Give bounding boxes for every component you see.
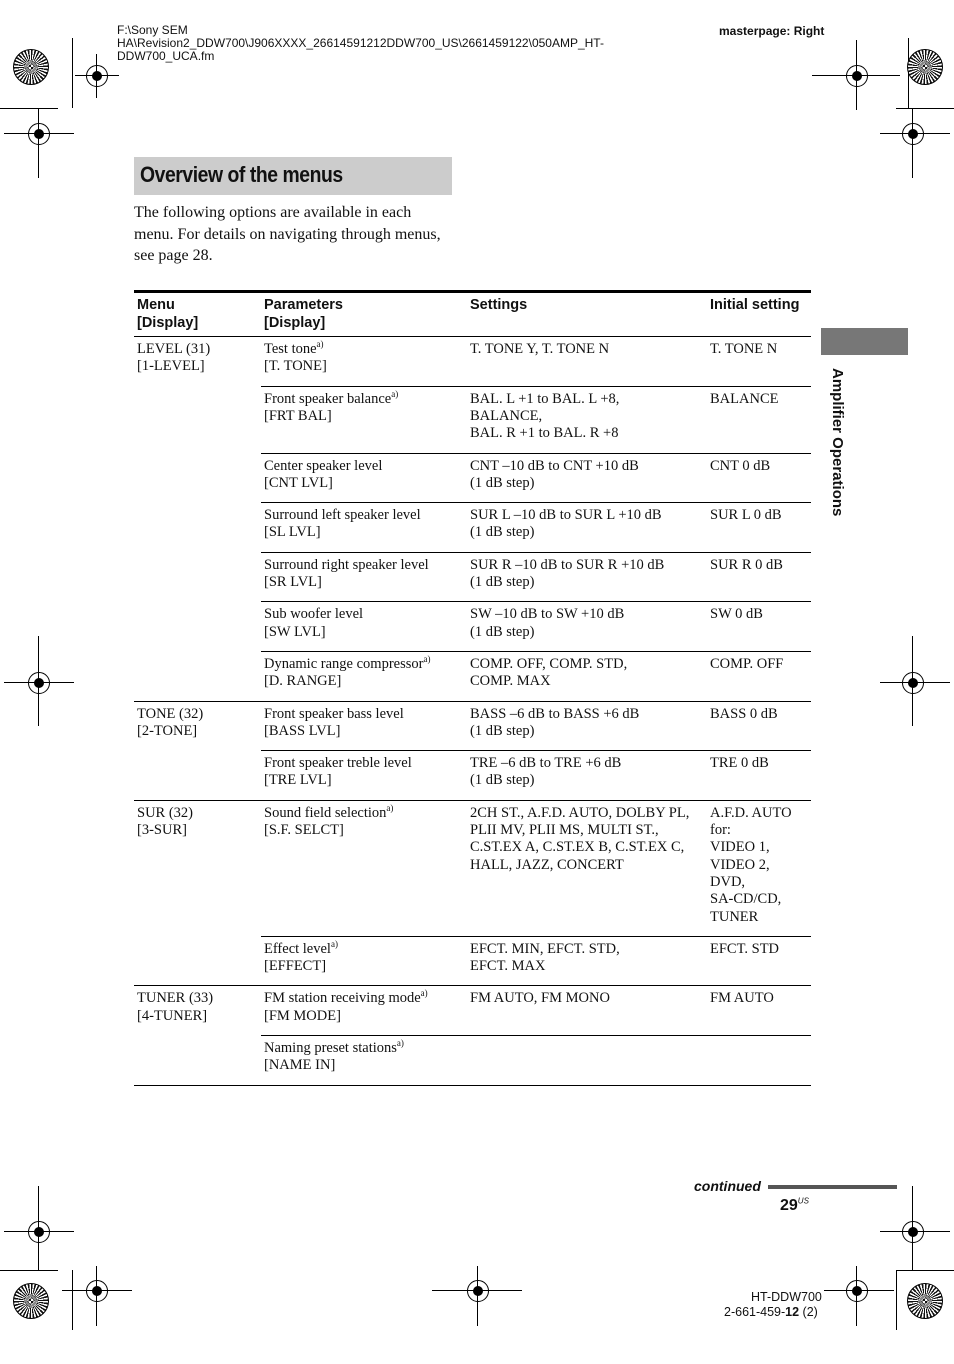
initial-setting-value: A.F.D. AUTO (710, 804, 792, 821)
parameter-name (264, 990, 428, 1007)
row-rule (261, 651, 811, 652)
setting-value: BALANCE, (470, 407, 543, 424)
footnote-marker: a) (386, 802, 394, 813)
setting-value: T. TONE Y, T. TONE N (470, 341, 610, 357)
parameter-display: [SR LVL] (264, 574, 322, 590)
color-wheel-icon (907, 49, 943, 85)
setting-value: BAL. R +1 to BAL. R +8 (470, 425, 619, 442)
setting-value: (1 dB step) (470, 474, 535, 491)
header-settings: Settings (470, 297, 528, 313)
parameter-name (264, 938, 338, 958)
parameter-label: Naming preset stations (264, 1040, 397, 1056)
continued-label: continued (694, 1178, 761, 1194)
initial-setting-value: T. TONE N (710, 341, 778, 357)
side-tab-label: Amplifier Operations (829, 368, 846, 517)
section-title: Overview of the menus (140, 162, 343, 187)
group-rule (134, 985, 811, 986)
initial-setting-value: TUNER (710, 908, 759, 925)
row-rule (261, 750, 811, 751)
footnote-marker: a) (420, 988, 428, 999)
initial-setting-value: SW 0 dB (710, 606, 763, 623)
setting-value: EFCT. MAX (470, 958, 546, 975)
parameter-name (264, 341, 324, 358)
setting-value: PLII MV, PLII MS, MULTI ST., (470, 822, 659, 838)
header-rule (134, 336, 811, 337)
initial-setting-value: DVD, (710, 873, 746, 890)
footnote-marker: a) (391, 388, 399, 399)
color-wheel-icon (13, 1283, 49, 1319)
parameter-label: Sub woofer level (264, 606, 364, 623)
parameter-label: FM station receiving mode (264, 990, 421, 1007)
setting-value: (1 dB step) (470, 524, 535, 541)
setting-value: FM AUTO, FM MONO (470, 990, 610, 1007)
continued-bar (768, 1185, 897, 1189)
side-tab-marker (821, 328, 908, 355)
footnote-marker: a) (396, 1038, 404, 1049)
parameter-name (264, 802, 394, 822)
initial-setting-value: VIDEO 2, (710, 856, 770, 873)
parameter-display: [TRE LVL] (264, 772, 332, 789)
group-menu-label: [2-TONE] (137, 722, 198, 739)
setting-value: BASS –6 dB to BASS +6 dB (470, 705, 640, 722)
parameter-display: [SW LVL] (264, 623, 326, 640)
parameter-label: Surround right speaker level (264, 556, 429, 573)
footnote-marker: a) (316, 339, 324, 350)
group-menu-label: [1-LEVEL] (137, 358, 205, 375)
setting-value: BAL. L +1 to BAL. L +8, (470, 390, 620, 407)
row-rule (261, 453, 811, 454)
initial-setting-value: TRE 0 dB (710, 755, 769, 772)
setting-value: (1 dB step) (470, 772, 535, 789)
group-menu-label: [4-TUNER] (137, 1007, 208, 1024)
setting-value: CNT –10 dB to CNT +10 dB (470, 457, 639, 474)
initial-setting-value: SUR L 0 dB (710, 507, 782, 524)
setting-value: SW –10 dB to SW +10 dB (470, 606, 625, 623)
setting-value: COMP. OFF, COMP. STD, (470, 655, 628, 672)
parameter-name (264, 458, 382, 475)
parameter-display: [D. RANGE] (264, 673, 342, 690)
parameter-display: [NAME IN] (264, 1057, 336, 1074)
intro-paragraph: The following options are available in each menu. For details on navigating through menus, see page 28. (134, 204, 441, 264)
color-wheel-icon (907, 1283, 943, 1319)
setting-value: (1 dB step) (470, 623, 535, 640)
initial-setting-value: CNT 0 dB (710, 457, 771, 474)
parameter-name (264, 388, 399, 408)
parameter-display: [S.F. SELCT] (264, 822, 344, 838)
footnote-marker: a) (330, 938, 338, 949)
setting-value: SUR R –10 dB to SUR R +10 dB (470, 556, 665, 573)
group-menu-label: SUR (32) (137, 804, 193, 821)
parameter-label: Center speaker level (264, 457, 383, 474)
parameter-display: [EFFECT] (264, 958, 327, 975)
table-top-rule (134, 290, 811, 293)
initial-setting-value: BASS 0 dB (710, 705, 778, 722)
parameter-display: [BASS LVL] (264, 722, 341, 739)
initial-setting-value: FM AUTO (710, 990, 774, 1007)
group-rule (134, 1085, 811, 1086)
initial-setting-value: VIDEO 1, (710, 839, 770, 856)
parameter-label: Front speaker bass level (264, 705, 404, 722)
initial-setting-value: SA-CD/CD, (710, 891, 782, 908)
parameter-name (264, 606, 363, 623)
parameter-name (264, 656, 430, 673)
setting-value: C.ST.EX A, C.ST.EX B, C.ST.EX C, (470, 839, 685, 856)
parameter-name (264, 1040, 404, 1057)
row-rule (261, 1035, 811, 1036)
parameter-name (264, 507, 421, 524)
row-rule (261, 502, 811, 503)
parameter-display: [T. TONE] (264, 358, 327, 375)
page-number: $29^{US}$ (780, 1196, 809, 1214)
initial-setting-value: SUR R 0 dB (710, 556, 783, 573)
group-menu-label: [3-SUR] (137, 822, 187, 838)
row-rule (261, 936, 811, 937)
parameter-name (264, 755, 412, 772)
parameter-display: [FRT BAL] (264, 407, 332, 424)
header-initial-setting: Initial setting (710, 297, 800, 313)
group-menu-label: TONE (32) (137, 705, 204, 722)
group-rule (134, 800, 811, 801)
group-rule (134, 701, 811, 702)
initial-setting-value: EFCT. STD (710, 940, 780, 957)
row-rule (261, 601, 811, 602)
parameter-label: Test tone (264, 341, 317, 357)
parameter-label: Front speaker treble level (264, 755, 412, 772)
setting-value: (1 dB step) (470, 722, 535, 739)
footnote-marker: a) (423, 654, 431, 665)
model-number: HT-DDW700 (751, 1290, 822, 1304)
parameter-name (264, 706, 404, 723)
setting-value: TRE –6 dB to TRE +6 dB (470, 755, 622, 772)
parameter-label: Dynamic range compressor (264, 655, 424, 672)
initial-setting-value: BALANCE (710, 390, 779, 407)
parameter-display: [CNT LVL] (264, 474, 333, 491)
parameter-label: Sound field selection (264, 804, 387, 821)
parameter-name (264, 557, 429, 574)
masterpage-label: masterpage: Right (719, 24, 825, 38)
color-wheel-icon (13, 49, 49, 85)
setting-value: HALL, JAZZ, CONCERT (470, 856, 624, 873)
initial-setting-value: COMP. OFF (710, 655, 784, 672)
initial-setting-value: for: (710, 822, 731, 838)
group-menu-label: TUNER (33) (137, 990, 214, 1007)
file-path: F:\Sony SEM HA\Revision2_DDW700\J906XXXX_26614591212DDW700_US\2661459122\050AMP_HT-DDW700_UCA.fm (117, 23, 604, 63)
setting-value: 2CH ST., A.F.D. AUTO, DOLBY PL, (470, 804, 690, 821)
row-rule (261, 552, 811, 553)
header-parameters: Parameters [Display] (264, 297, 343, 331)
parameter-label: Front speaker balance (264, 390, 392, 407)
part-number: 2-661-459-12 (2) (724, 1305, 818, 1319)
setting-value: EFCT. MIN, EFCT. STD, (470, 940, 620, 957)
parameter-label: Effect level (264, 940, 331, 957)
header-menu: Menu [Display] (137, 297, 199, 331)
group-menu-label: LEVEL (31) (137, 341, 211, 357)
parameter-display: [FM MODE] (264, 1007, 341, 1024)
row-rule (261, 386, 811, 387)
setting-value: (1 dB step) (470, 574, 535, 590)
setting-value: COMP. MAX (470, 673, 551, 690)
parameter-display: [SL LVL] (264, 524, 321, 541)
parameter-label: Surround left speaker level (264, 507, 421, 524)
setting-value: SUR L –10 dB to SUR L +10 dB (470, 507, 662, 524)
